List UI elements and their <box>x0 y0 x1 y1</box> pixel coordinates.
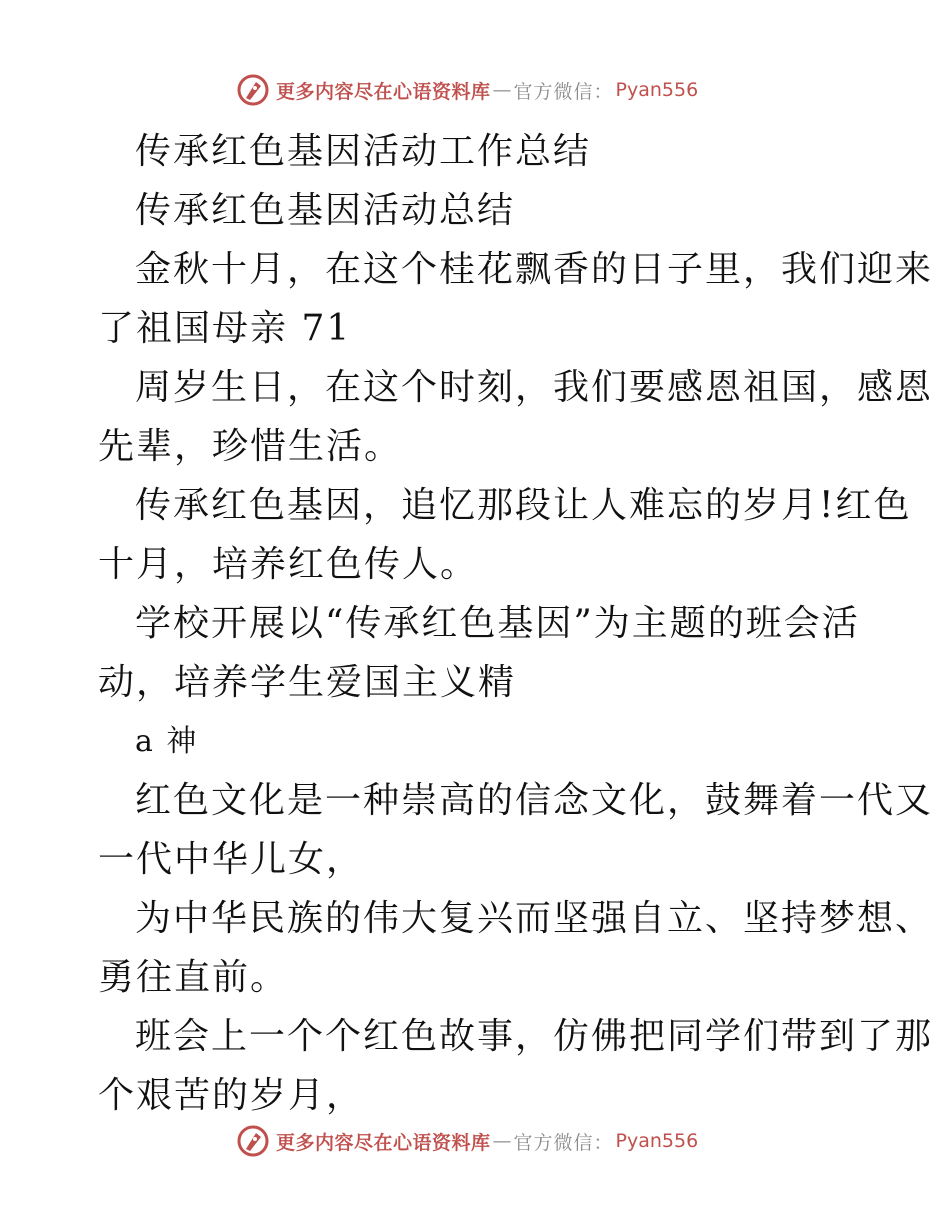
paragraph-line: 班会上一个个红色故事，仿佛把同学们带到了那 <box>135 1016 934 1057</box>
paragraph-line: 了祖国母亲 71 <box>98 308 352 349</box>
paragraph-line: 周岁生日，在这个时刻，我们要感恩祖国，感恩 <box>135 367 934 408</box>
paragraph-line: 个艰苦的岁月， <box>98 1075 365 1116</box>
banner-separator: — <box>492 79 512 101</box>
paragraph-line: 为中华民族的伟大复兴而坚强自立、坚持梦想、 <box>135 898 934 939</box>
paragraph-line: 勇往直前。 <box>98 957 289 998</box>
paragraph-line: 一代中华儿女， <box>98 839 365 880</box>
pen-nib-logo-icon <box>236 1124 270 1158</box>
paragraph-line: 先辈，珍惜生活。 <box>98 426 403 467</box>
paragraph-line: 传承红色基因，追忆那段让人难忘的岁月!红色 <box>135 485 912 526</box>
document-title: 传承红色基因活动工作总结 <box>135 131 592 172</box>
paragraph-line: 动，培养学生爱国主义精 <box>98 662 517 703</box>
header-watermark-banner <box>236 73 698 107</box>
pen-nib-logo-icon <box>236 73 270 107</box>
banner-slogan: 更多内容尽在心语资料库 <box>276 80 491 103</box>
document-body <box>98 122 934 1125</box>
banner-wechat-label: 官方微信： <box>513 1131 614 1154</box>
paragraph-line: 学校开展以“传承红色基因”为主题的班会活 <box>135 603 860 644</box>
document-subtitle: 传承红色基因活动总结 <box>135 190 516 231</box>
banner-wechat-id: Pyan556 <box>615 1130 699 1152</box>
paragraph-line: 金秋十月，在这个桂花飘香的日子里，我们迎来 <box>135 249 934 290</box>
banner-separator: — <box>492 1130 512 1152</box>
banner-wechat-label: 官方微信： <box>513 80 614 103</box>
paragraph-line: 十月，培养红色传人。 <box>98 544 479 585</box>
banner-slogan: 更多内容尽在心语资料库 <box>276 1131 491 1154</box>
banner-wechat-id: Pyan556 <box>615 79 699 101</box>
paragraph-line: a 神 <box>135 724 199 759</box>
footer-watermark-banner <box>236 1124 698 1158</box>
paragraph-line: 红色文化是一种崇高的信念文化，鼓舞着一代又 <box>135 780 934 821</box>
